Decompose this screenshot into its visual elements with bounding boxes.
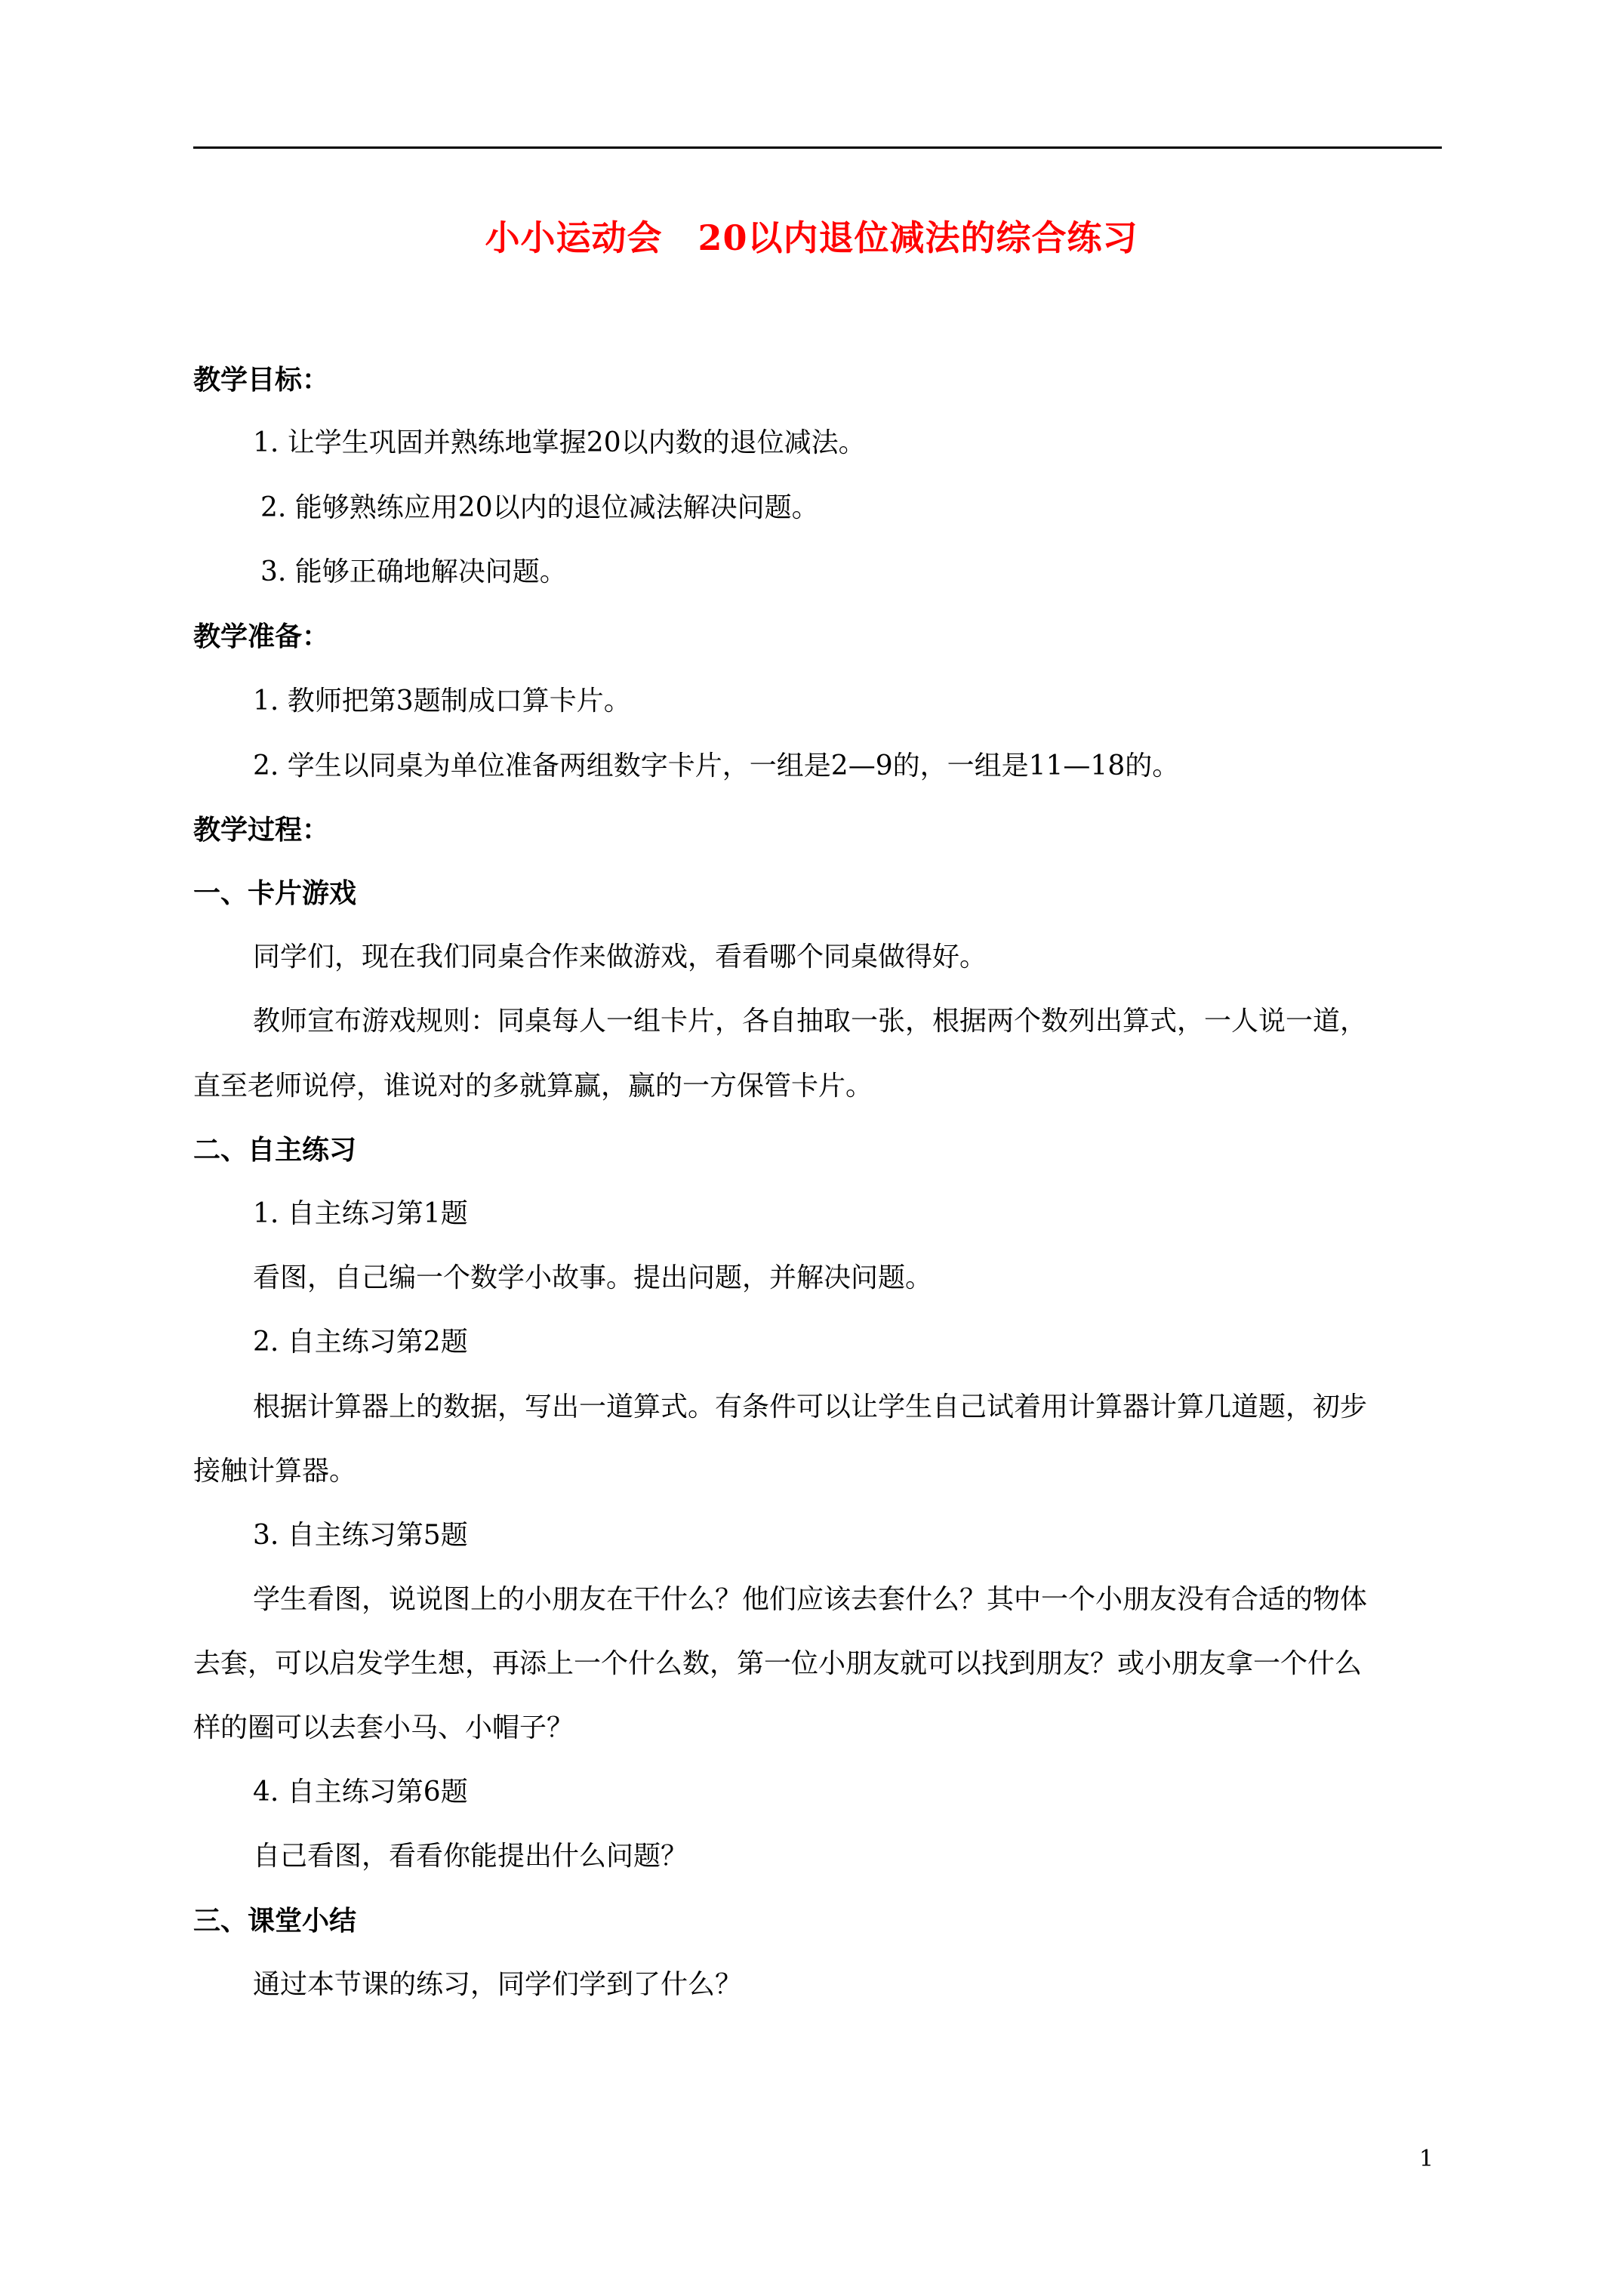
preparation-item-2: 2. 学生以同桌为单位准备两组数字卡片，一组是2—9的，一组是11—18的。 — [253, 750, 1180, 781]
exercise-2-text-line-2: 接触计算器。 — [193, 1456, 357, 1487]
objectives-heading: 教学目标： — [193, 364, 330, 396]
exercise-1-text: 看图，自己编一个数学小故事。提出问题，并解决问题。 — [253, 1262, 933, 1293]
exercise-4-title: 4. 自主练习第6题 — [253, 1777, 468, 1808]
exercise-1-title: 1. 自主练习第1题 — [253, 1198, 468, 1229]
exercise-2-title: 2. 自主练习第2题 — [253, 1327, 468, 1358]
objective-item-2: 2. 能够熟练应用20以内的退位减法解决问题。 — [260, 492, 819, 523]
exercise-3-text-line-1: 学生看图，说说图上的小朋友在干什么？他们应该去套什么？其中一个小朋友没有合适的物体 — [253, 1584, 1368, 1615]
preparation-item-1: 1. 教师把第3题制成口算卡片。 — [253, 686, 631, 717]
part3-text: 通过本节课的练习，同学们学到了什么？ — [253, 1969, 743, 2000]
exercise-3-title: 3. 自主练习第5题 — [253, 1520, 468, 1551]
exercise-2-text-line-1: 根据计算器上的数据，写出一道算式。有条件可以让学生自己试着用计算器计算几道题，初步 — [253, 1391, 1368, 1422]
part1-paragraph-1: 同学们，现在我们同桌合作来做游戏，看看哪个同桌做得好。 — [253, 942, 987, 972]
document-title: 小小运动会 20以内退位减法的综合练习 — [485, 217, 1138, 258]
objective-item-3: 3. 能够正确地解决问题。 — [260, 556, 567, 587]
header-rule — [193, 146, 1442, 149]
part3-heading: 三、课堂小结 — [193, 1905, 357, 1937]
part1-paragraph-2-line-1: 教师宣布游戏规则：同桌每人一组卡片，各自抽取一张，根据两个数列出算式，一人说一道， — [253, 1006, 1368, 1037]
exercise-4-text: 自己看图，看看你能提出什么问题？ — [253, 1841, 688, 1872]
process-heading: 教学过程： — [193, 814, 330, 846]
exercise-3-text-line-3: 样的圈可以去套小马、小帽子？ — [193, 1712, 574, 1743]
part1-paragraph-2-line-2: 直至老师说停，谁说对的多就算赢，赢的一方保管卡片。 — [193, 1071, 873, 1102]
preparation-heading: 教学准备： — [193, 621, 330, 652]
part1-heading: 一、卡片游戏 — [193, 877, 357, 909]
page-number: 1 — [1419, 2146, 1434, 2172]
part2-heading: 二、自主练习 — [193, 1134, 357, 1166]
exercise-3-text-line-2: 去套，可以启发学生想，再添上一个什么数，第一位小朋友就可以找到朋友？或小朋友拿一个什么 — [193, 1648, 1363, 1679]
objective-item-1: 1. 让学生巩固并熟练地掌握20以内数的退位减法。 — [253, 427, 866, 458]
